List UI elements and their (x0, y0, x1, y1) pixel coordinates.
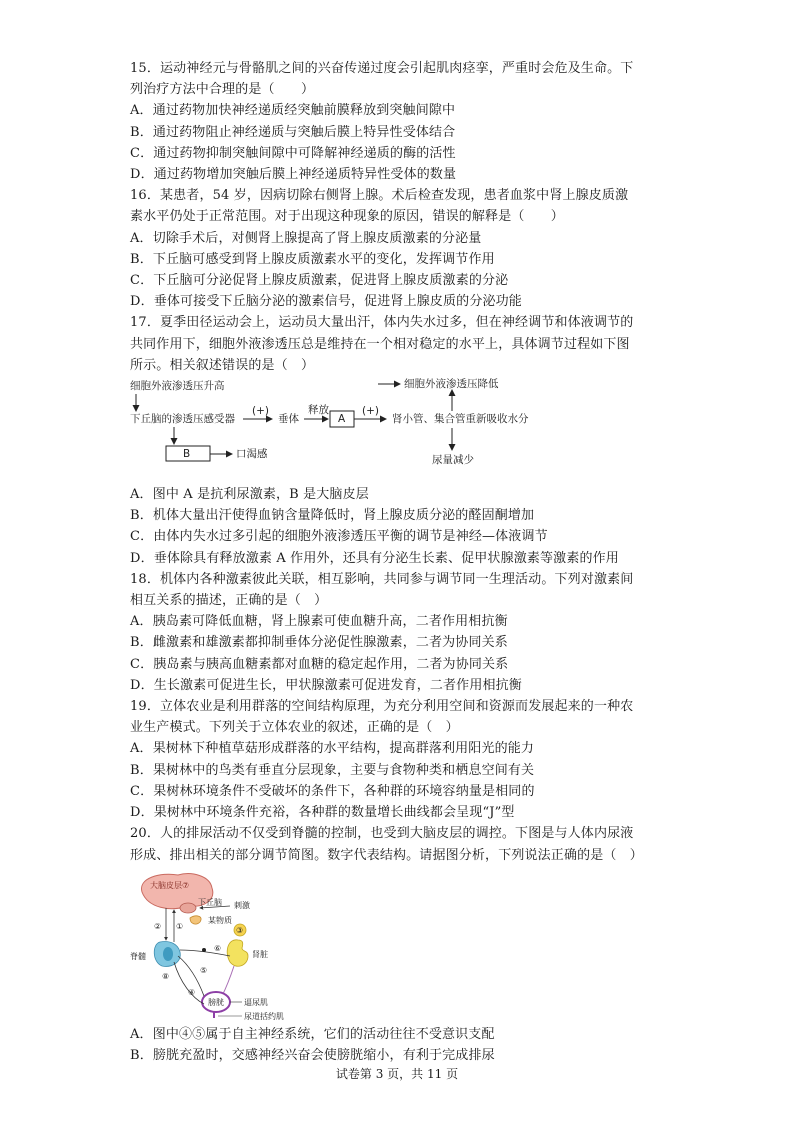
urination-control-diagram (130, 870, 670, 1020)
label-osmotic-low: 细胞外液渗透压降低 (404, 378, 499, 391)
question-stem-line: 相互关系的描述，正确的是（ ） (130, 593, 328, 609)
label-n4: ④ (188, 987, 196, 997)
option-c: C．通过药物抑制突触间隙中可降解神经递质的酶的活性 (130, 145, 456, 161)
question-18 (130, 569, 670, 696)
label-spine: 脊髓 (130, 951, 146, 961)
option-a: A．图中④⑤属于自主神经系统，它们的活动往往不受意识支配 (130, 1026, 495, 1042)
option-d: D．垂体可接受下丘脑分泌的激素信号，促进肾上腺皮质的分泌功能 (130, 294, 522, 310)
label-sphincter: 尿道括约肌 (244, 1011, 284, 1021)
option-a: A．通过药物加快神经递质经突触前膜释放到突触间隙中 (130, 103, 456, 119)
question-stem-line: 列治疗方法中合理的是（ ） (130, 82, 315, 98)
question-stem-line: 所示。相关叙述错误的是（ ） (130, 357, 315, 373)
water-balance-diagram (130, 378, 670, 478)
label-plus-1: (+) (252, 405, 269, 418)
label-release: 释放 (308, 404, 329, 417)
option-d: D．通过药物增加突触后膜上神经递质特异性受体的数量 (130, 167, 457, 183)
label-n6: ⑥ (214, 943, 222, 953)
option-a: A．图中 A 是抗利尿激素，B 是大脑皮层 (130, 487, 369, 503)
question-stem-line: 15．运动神经元与骨骼肌之间的兴奋传递过度会引起肌肉痉挛，严重时会危及生命。下 (130, 61, 634, 76)
option-c: C．果树林环境条件不受破坏的条件下，各种群的环境容纳量是相同的 (130, 783, 535, 799)
label-n3: ③ (236, 925, 244, 935)
option-b: B．机体大量出汗使得血钠含量降低时，肾上腺皮质分泌的醛固酮增加 (130, 508, 535, 524)
diagram-arrows (130, 378, 670, 478)
label-pituitary: 垂体 (278, 413, 299, 426)
option-c: C．下丘脑可分泌促肾上腺皮质激素，促进肾上腺皮质激素的分泌 (130, 273, 509, 289)
option-c: C．由体内失水过多引起的细胞外液渗透压平衡的调节是神经—体液调节 (130, 529, 548, 545)
option-b: B．通过药物阻止神经递质与突触后膜上特异性受体结合 (130, 124, 456, 140)
ureter (222, 966, 234, 996)
label-kidney: 肾脏 (252, 949, 268, 959)
question-16 (130, 185, 670, 312)
question-stem-line: 16．某患者，54 岁，因病切除右侧肾上腺。术后检查发现，患者血浆中肾上腺皮质激 (130, 188, 629, 204)
question-stem-line: 形成、排出相关的部分调节简图。数字代表结构。请据图分析，下列说法正确的是（ ） (130, 847, 643, 863)
label-box-b: B (183, 448, 191, 461)
label-plus-2: (+) (362, 405, 379, 418)
question-stem-line: 19．立体农业是利用群落的空间结构原理，为充分利用空间和资源而发展起来的一种农 (130, 699, 634, 715)
label-urine-reduce: 尿量减少 (432, 454, 474, 467)
option-a: A．切除手术后，对侧肾上腺提高了肾上腺皮质激素的分泌量 (130, 230, 482, 246)
kidney-shape (227, 940, 248, 966)
option-b: B．果树林中的鸟类有垂直分层现象，主要与食物种类和栖息空间有关 (130, 762, 535, 778)
page-content (130, 58, 670, 1066)
label-box-a: A (338, 413, 346, 426)
label-n1: ① (176, 921, 184, 931)
label-stimulus: 刺激 (234, 900, 250, 910)
question-15 (130, 58, 670, 185)
option-b: B．雌激素和雄激素都抑制垂体分泌促性腺激素，二者为协同关系 (130, 635, 508, 651)
ganglion-dot (202, 948, 206, 952)
option-d: D．果树林中环境条件充裕，各种群的数量增长曲线都会呈现“J”型 (130, 805, 515, 821)
spinal-grey-matter (163, 947, 173, 961)
label-osmotic-high: 细胞外液渗透压升高 (130, 380, 225, 393)
question-stem-line: 共同作用下，细胞外液渗透压总是维持在一个相对稳定的水平上，具体调节过程如下图 (130, 336, 630, 352)
option-d: D．生长激素可促进生长，甲状腺激素可促进发育，二者作用相抗衡 (130, 677, 522, 693)
option-b: B．下丘脑可感受到肾上腺皮质激素水平的变化，发挥调节作用 (130, 251, 495, 267)
label-hypothalamus-receptor: 下丘脑的渗透压感受器 (130, 413, 235, 426)
question-stem-line: 20．人的排尿活动不仅受到脊髓的控制，也受到大脑皮层的调控。下图是与人体内尿液 (130, 826, 634, 842)
label-n5: ⑤ (200, 965, 208, 975)
page-footer: 试卷第 3 页，共 11 页 (335, 1067, 459, 1081)
option-a: A．胰岛素可降低血糖，肾上腺素可使血糖升高，二者作用相抗衡 (130, 614, 508, 630)
question-stem-line: 业生产模式。下列关于立体农业的叙述，正确的是（ ） (130, 720, 459, 736)
label-detrusor: 逼尿肌 (244, 997, 268, 1007)
option-a: A．果树林下种植草菇形成群落的水平结构，提高群落利用阳光的能力 (130, 741, 535, 757)
hypothalamus-shape (180, 903, 196, 913)
label-n8: ⑧ (162, 971, 170, 981)
option-c: C．胰岛素与胰高血糖素都对血糖的稳定起作用，二者为协同关系 (130, 656, 509, 672)
question-20 (130, 823, 670, 1066)
question-stem-line: 18．机体内各种激素彼此关联，相互影响，共同参与调节同一生理活动。下列对激素间 (130, 571, 634, 587)
option-b: B．膀胱充盈时，交感神经兴奋会使膀胱缩小，有利于完成排尿 (130, 1047, 495, 1063)
label-n2: ② (154, 921, 162, 931)
label-kidney-reabsorb: 肾小管、集合管重新吸收水分 (392, 413, 529, 426)
label-hypothalamus: 下丘脑 (198, 897, 222, 907)
question-stem-line: 17．夏季田径运动会上，运动员大量出汗，体内失水过多，但在神经调节和体液调节的 (130, 315, 634, 331)
question-19 (130, 696, 670, 823)
label-thirst: 口渴感 (236, 448, 268, 461)
label-substance: 某物质 (208, 915, 232, 925)
question-17 (130, 312, 670, 568)
option-d: D．垂体除具有释放激素 A 作用外，还具有分泌生长素、促甲状腺激素等激素的作用 (130, 550, 619, 566)
question-stem-line: 素水平仍处于正常范围。对于出现这种现象的原因，错误的解释是（ ） (130, 209, 564, 225)
label-cortex: 大脑皮层⑦ (150, 880, 190, 890)
label-bladder: 膀胱 (208, 997, 224, 1007)
pituitary-shape (190, 916, 201, 924)
